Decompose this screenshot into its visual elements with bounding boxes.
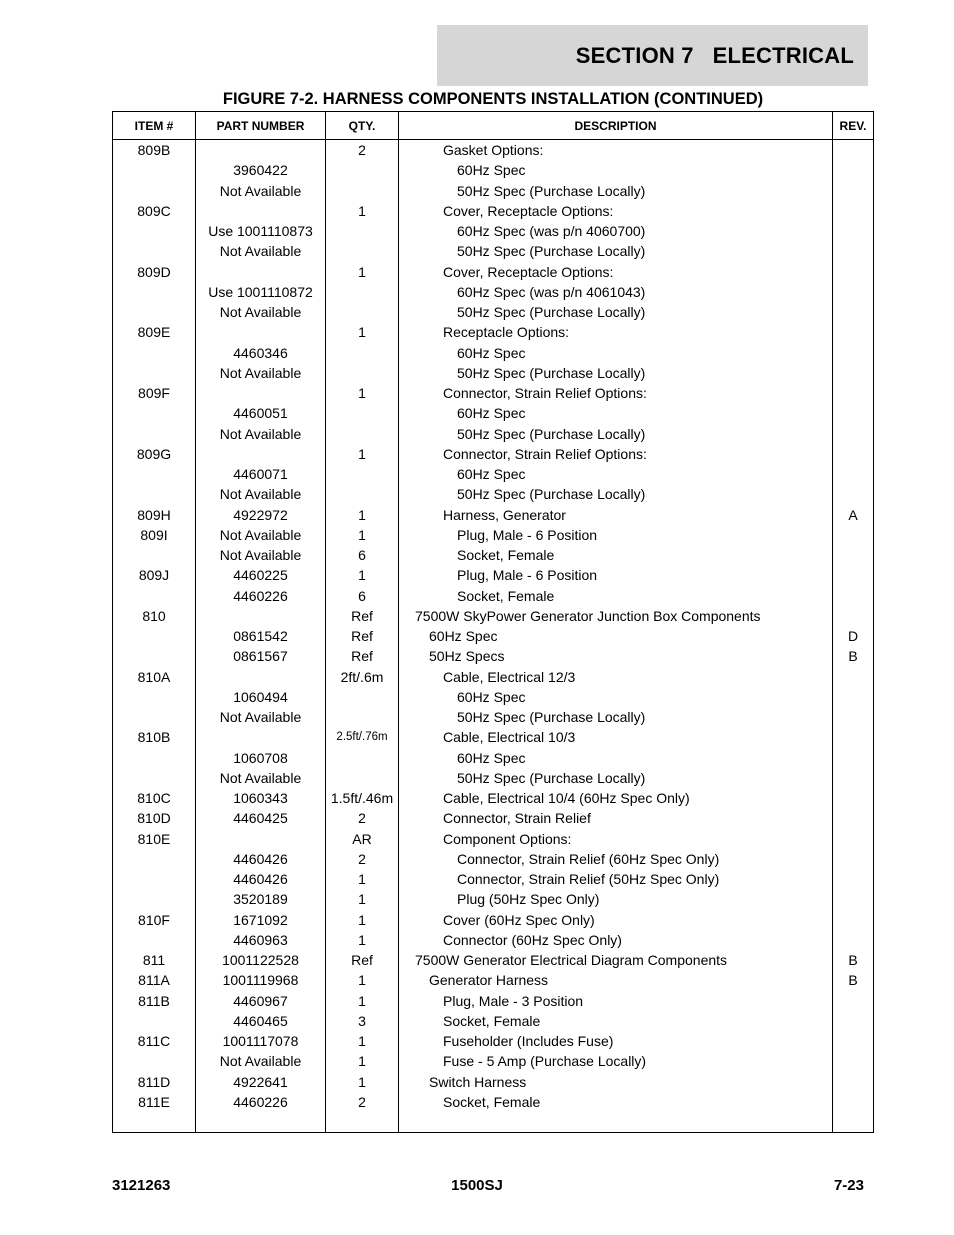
- table-row: [113, 221, 873, 241]
- qty-cell: 2: [358, 142, 366, 158]
- qty-cell: 2ft/.6m: [340, 668, 384, 685]
- table-row: [113, 1072, 873, 1092]
- part-number-cell: 4460346: [233, 344, 288, 361]
- table-row: [113, 768, 873, 788]
- part-number-cell: 4460426: [233, 871, 288, 887]
- qty-cell: Ref: [351, 607, 373, 624]
- column-header-description: DESCRIPTION: [574, 118, 657, 133]
- rev-cell: A: [848, 506, 858, 523]
- table-row: [113, 424, 873, 444]
- description-cell: Cover, Receptacle Options:: [443, 202, 614, 219]
- column-header-qty: QTY.: [348, 118, 376, 133]
- part-number-cell: 3960422: [233, 162, 288, 179]
- table-body: [113, 140, 873, 1112]
- description-cell: Generator Harness: [429, 972, 549, 989]
- description-cell: 50Hz Spec (Purchase Locally): [457, 364, 646, 381]
- part-number-cell: 4460071: [233, 466, 288, 482]
- description-cell: 60Hz Spec: [457, 405, 526, 422]
- description-cell: 50Hz Spec (Purchase Locally): [457, 709, 646, 725]
- table-row: [113, 869, 873, 889]
- table-row: [113, 606, 873, 626]
- part-number-cell: Not Available: [219, 547, 302, 563]
- item-number-cell: 809G: [136, 445, 172, 462]
- qty-cell: 1: [358, 263, 366, 280]
- description-cell: Switch Harness: [429, 1073, 527, 1090]
- description-cell: 7500W Generator Electrical Diagram Components: [415, 952, 728, 968]
- table-row: [113, 525, 873, 545]
- part-number-cell: 3520189: [233, 891, 288, 908]
- table-row: [113, 889, 873, 909]
- qty-cell: 1: [358, 567, 366, 584]
- table-row: [113, 646, 873, 666]
- part-number-cell: 0861542: [233, 628, 288, 644]
- qty-cell: 2: [358, 1093, 366, 1110]
- table-row: [113, 687, 873, 707]
- table-row: [113, 626, 873, 646]
- part-number-cell: 1060708: [233, 749, 288, 766]
- item-number-cell: 809C: [137, 202, 171, 219]
- description-cell: Harness, Generator: [443, 506, 566, 523]
- part-number-cell: 1001117078: [222, 1033, 299, 1049]
- qty-cell: 1: [358, 506, 366, 523]
- part-number-cell: Not Available: [219, 526, 302, 543]
- description-cell: Plug, Male - 3 Position: [443, 992, 584, 1009]
- description-cell: 50Hz Spec (Purchase Locally): [457, 304, 646, 320]
- rev-cell: B: [848, 972, 858, 989]
- table-row: [113, 302, 873, 322]
- table-row: [113, 788, 873, 808]
- table-row: [113, 262, 873, 282]
- part-number-cell: Not Available: [219, 425, 302, 442]
- part-number-cell: 1001119968: [222, 972, 299, 989]
- column-header-item: ITEM #: [134, 118, 174, 133]
- qty-cell: Ref: [351, 952, 373, 968]
- description-cell: Connector, Strain Relief Options:: [443, 385, 647, 401]
- item-number-cell: 809H: [137, 506, 171, 523]
- description-cell: Cover (60Hz Spec Only): [443, 911, 595, 928]
- part-number-cell: 0861567: [233, 648, 288, 665]
- table-row: [113, 991, 873, 1011]
- qty-cell: 2.5ft/.76m: [336, 731, 388, 744]
- part-number-cell: 1060343: [233, 790, 288, 806]
- description-cell: Socket, Female: [443, 1012, 541, 1029]
- table-row: [113, 1051, 873, 1071]
- table-row: [113, 383, 873, 403]
- table-row: [113, 910, 873, 930]
- part-number-cell: Not Available: [219, 1053, 302, 1070]
- table-row: [113, 160, 873, 180]
- part-number-cell: 4460963: [233, 931, 288, 948]
- part-number-cell: 4460425: [233, 810, 288, 827]
- part-number-cell: 1001122528: [222, 952, 299, 968]
- item-number-cell: 810C: [137, 790, 171, 806]
- description-cell: 60Hz Spec (was p/n 4060700): [457, 223, 646, 239]
- description-cell: Cable, Electrical 10/3: [443, 729, 576, 746]
- rev-cell: B: [848, 648, 858, 665]
- qty-cell: AR: [352, 830, 372, 847]
- description-cell: Socket, Female: [457, 587, 555, 604]
- part-number-cell: 4460226: [233, 1093, 288, 1110]
- description-cell: 50Hz Spec (Purchase Locally): [457, 182, 646, 199]
- part-number-cell: 4460225: [233, 567, 288, 584]
- description-cell: Cover, Receptacle Options:: [443, 263, 614, 280]
- qty-cell: 1: [358, 972, 366, 989]
- description-cell: 50Hz Spec (Purchase Locally): [457, 769, 646, 786]
- qty-cell: 1.5ft/.46m: [330, 790, 394, 806]
- table-row: [113, 930, 873, 950]
- description-cell: Connector, Strain Relief: [443, 810, 591, 827]
- rev-cell: B: [848, 952, 858, 968]
- table-row: [113, 565, 873, 585]
- item-number-cell: 809D: [137, 263, 171, 280]
- qty-cell: 1: [358, 871, 366, 887]
- item-number-cell: 809J: [138, 567, 170, 584]
- table-row: [113, 444, 873, 464]
- section-title: SECTION 7 ELECTRICAL: [575, 42, 854, 68]
- description-cell: 50Hz Spec (Purchase Locally): [457, 425, 646, 442]
- item-number-cell: 809I: [140, 526, 168, 543]
- qty-cell: 2: [358, 850, 366, 867]
- item-number-cell: 811B: [138, 992, 170, 1009]
- table-row: [113, 282, 873, 302]
- table-row: [113, 950, 873, 970]
- figure-title: FIGURE 7-2. HARNESS COMPONENTS INSTALLATION (CONTINUED): [222, 90, 764, 108]
- qty-cell: 1: [358, 526, 366, 543]
- table-row: [113, 140, 873, 160]
- part-number-cell: Not Available: [219, 364, 302, 381]
- section-banner: [437, 25, 868, 86]
- qty-cell: 1: [358, 1033, 366, 1049]
- part-number-cell: Not Available: [219, 769, 302, 786]
- table-row: [113, 484, 873, 504]
- table-row: [113, 201, 873, 221]
- part-number-cell: 4460051: [233, 405, 288, 422]
- parts-table: [112, 111, 874, 1133]
- footer-page-number: 7-23: [833, 1177, 864, 1194]
- description-cell: Connector, Strain Relief (50Hz Spec Only): [457, 871, 720, 887]
- description-cell: 7500W SkyPower Generator Junction Box Components: [415, 607, 761, 624]
- description-cell: 60Hz Spec: [457, 688, 526, 705]
- description-cell: Gasket Options:: [443, 142, 544, 158]
- footer-doc-number: 3121263: [112, 1177, 171, 1194]
- item-number-cell: 810B: [137, 729, 171, 746]
- table-row: [113, 1031, 873, 1051]
- qty-cell: 1: [358, 1073, 366, 1090]
- item-number-cell: 810E: [137, 830, 171, 847]
- part-number-cell: Not Available: [219, 486, 302, 503]
- item-number-cell: 811D: [137, 1073, 171, 1090]
- item-number-cell: 809E: [137, 324, 171, 341]
- description-cell: Receptacle Options:: [443, 324, 570, 341]
- qty-cell: 1: [358, 891, 366, 908]
- description-cell: 60Hz Spec: [457, 162, 526, 179]
- part-number-cell: Not Available: [219, 709, 302, 725]
- item-number-cell: 810F: [138, 911, 170, 928]
- description-cell: 60Hz Spec: [457, 466, 526, 482]
- table-row: [113, 343, 873, 363]
- qty-cell: 6: [358, 547, 366, 563]
- description-cell: 60Hz Spec: [457, 749, 526, 766]
- qty-cell: 1: [358, 992, 366, 1009]
- table-row: [113, 849, 873, 869]
- table-row: [113, 181, 873, 201]
- description-cell: 50Hz Spec (Purchase Locally): [457, 486, 646, 503]
- description-cell: Socket, Female: [457, 547, 555, 563]
- table-row: [113, 667, 873, 687]
- qty-cell: 6: [358, 587, 366, 604]
- description-cell: Connector, Strain Relief Options:: [443, 445, 647, 462]
- qty-cell: 2: [358, 810, 366, 827]
- description-cell: 60Hz Spec: [457, 344, 526, 361]
- description-cell: Plug, Male - 6 Position: [457, 567, 598, 584]
- part-number-cell: 1060494: [233, 688, 288, 705]
- qty-cell: 3: [358, 1012, 366, 1029]
- table-row: [113, 363, 873, 383]
- table-row: [113, 707, 873, 727]
- qty-cell: 1: [358, 324, 366, 341]
- footer-model: 1500SJ: [451, 1177, 503, 1194]
- column-header-rev: REV.: [839, 118, 867, 133]
- table-row: [113, 505, 873, 525]
- table-row: [113, 1011, 873, 1031]
- part-number-cell: Not Available: [219, 243, 302, 260]
- part-number-cell: 4460226: [233, 587, 288, 604]
- table-row: [113, 586, 873, 606]
- item-number-cell: 809F: [138, 385, 170, 401]
- description-cell: Socket, Female: [443, 1093, 541, 1110]
- rev-cell: D: [847, 628, 859, 644]
- table-row: [113, 464, 873, 484]
- qty-cell: 1: [358, 911, 366, 928]
- description-cell: Plug (50Hz Spec Only): [457, 891, 600, 908]
- part-number-cell: 4460465: [233, 1012, 288, 1029]
- part-number-cell: 4922972: [233, 506, 288, 523]
- qty-cell: Ref: [351, 628, 373, 644]
- description-cell: Component Options:: [443, 830, 572, 847]
- qty-cell: 1: [358, 445, 366, 462]
- table-row: [113, 403, 873, 423]
- part-number-cell: 1671092: [233, 911, 288, 928]
- description-cell: Connector (60Hz Spec Only): [443, 931, 622, 948]
- column-header-part-number: PART NUMBER: [216, 118, 305, 133]
- qty-cell: 1: [358, 1053, 366, 1070]
- table-row: [113, 545, 873, 565]
- table-row: [113, 322, 873, 342]
- item-number-cell: 811E: [138, 1093, 170, 1110]
- part-number-cell: Not Available: [219, 304, 302, 320]
- item-number-cell: 811C: [137, 1033, 171, 1049]
- part-number-cell: 4922641: [233, 1073, 288, 1090]
- description-cell: 50Hz Spec (Purchase Locally): [457, 243, 646, 260]
- table-row: [113, 970, 873, 990]
- item-number-cell: 811A: [138, 972, 170, 989]
- item-number-cell: 810A: [137, 668, 171, 685]
- description-cell: 60Hz Spec (was p/n 4061043): [457, 283, 646, 300]
- part-number-cell: Use 1001110872: [208, 283, 313, 300]
- table-row: [113, 1092, 873, 1112]
- qty-cell: Ref: [351, 648, 373, 665]
- description-cell: 60Hz Spec: [429, 628, 498, 644]
- qty-cell: 1: [358, 931, 366, 948]
- description-cell: Connector, Strain Relief (60Hz Spec Only): [457, 850, 720, 867]
- item-number-cell: 810: [142, 607, 166, 624]
- description-cell: Cable, Electrical 10/4 (60Hz Spec Only): [443, 790, 690, 806]
- description-cell: Fuse - 5 Amp (Purchase Locally): [443, 1053, 647, 1070]
- table-row: [113, 241, 873, 261]
- description-cell: 50Hz Specs: [429, 648, 505, 665]
- description-cell: Cable, Electrical 12/3: [443, 668, 576, 685]
- qty-cell: 1: [358, 385, 366, 401]
- item-number-cell: 811: [142, 952, 166, 968]
- part-number-cell: 4460426: [233, 850, 288, 867]
- table-row: [113, 727, 873, 747]
- part-number-cell: Not Available: [219, 182, 302, 199]
- item-number-cell: 810D: [137, 810, 171, 827]
- part-number-cell: Use 1001110873: [208, 223, 313, 239]
- part-number-cell: 4460967: [233, 992, 288, 1009]
- description-cell: Plug, Male - 6 Position: [457, 526, 598, 543]
- table-row: [113, 808, 873, 828]
- table-row: [113, 829, 873, 849]
- qty-cell: 1: [358, 202, 366, 219]
- description-cell: Fuseholder (Includes Fuse): [443, 1033, 614, 1049]
- item-number-cell: 809B: [137, 142, 171, 158]
- table-row: [113, 748, 873, 768]
